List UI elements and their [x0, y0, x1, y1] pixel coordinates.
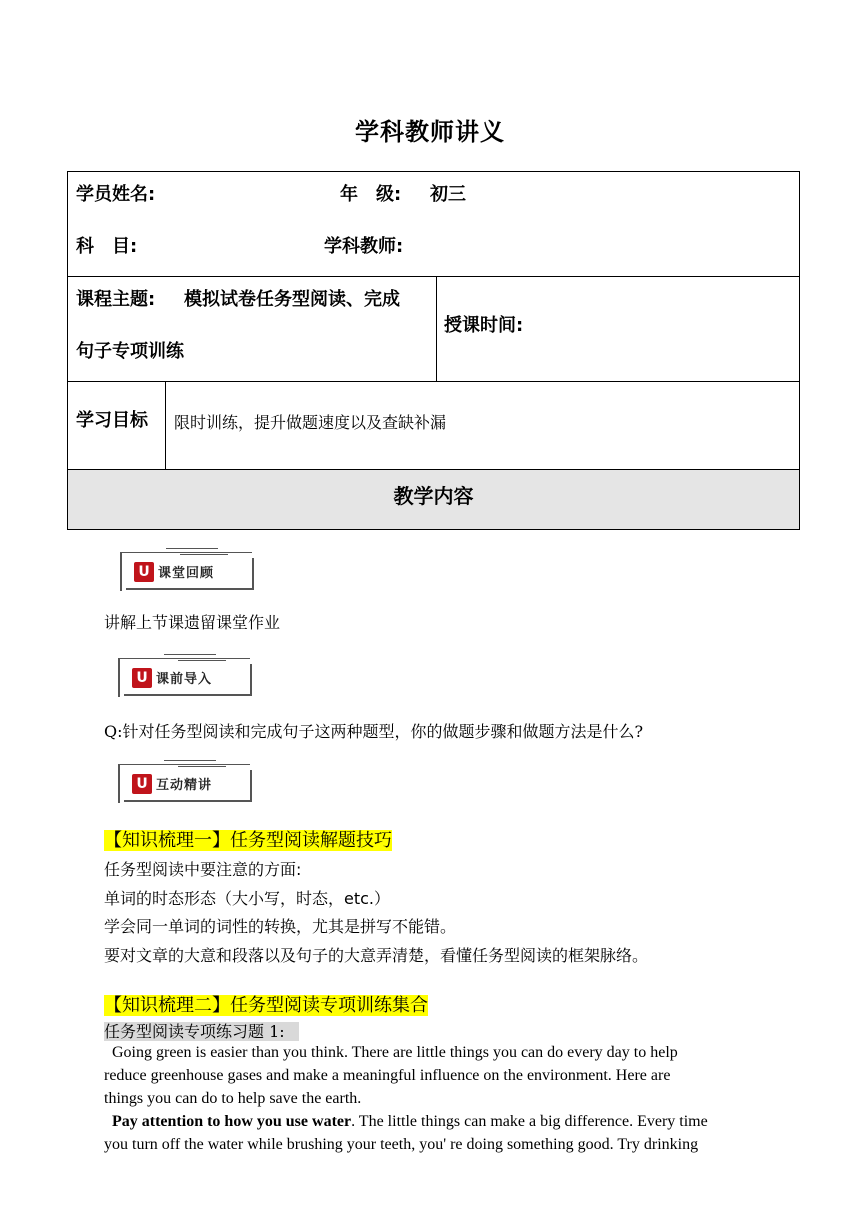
exercise-title-text: 任务型阅读专项练习题 1:	[104, 1022, 299, 1041]
interactive-badge	[118, 760, 258, 806]
logo-icon: U	[132, 774, 152, 794]
exercise-title	[104, 1019, 299, 1042]
logo-icon: U	[134, 562, 154, 582]
review-text: 讲解上节课遗留课堂作业	[104, 613, 281, 632]
knowledge2-heading-text: 【知识梳理二】任务型阅读专项训练集合	[104, 995, 428, 1016]
passage-line-4	[104, 1113, 708, 1131]
topic-line-1: 模拟试卷任务型阅读、完成	[184, 289, 400, 310]
after-bold: . The little things can make a big difference. Every time	[351, 1113, 708, 1130]
passage-line-2: reduce greenhouse gases and make a meaningful influence on the environment. Here are	[104, 1067, 671, 1084]
info-table	[67, 171, 800, 530]
knowledge1-line-2: 单词的时态形态（大小写，时态，etc.）	[104, 889, 391, 908]
knowledge1-heading	[104, 826, 392, 852]
passage-line-1: Going green is easier than you think. There are little things you can do every day to help	[104, 1044, 678, 1061]
document-title: 学科教师讲义	[355, 118, 505, 146]
row-topic	[68, 277, 799, 382]
knowledge1-line-1: 任务型阅读中要注意的方面:	[104, 860, 302, 879]
goal-value: 限时训练，提升做题速度以及查缺补漏	[174, 413, 447, 432]
content-header: 教学内容	[393, 484, 474, 508]
subject-label: 科 目:	[76, 236, 138, 257]
row-content-header	[68, 470, 799, 529]
knowledge1-heading-text: 【知识梳理一】任务型阅读解题技巧	[104, 830, 392, 851]
student-name-label: 学员姓名:	[76, 184, 156, 205]
passage-line-5: you turn off the water while brushing your teeth, you' re doing something good. Try drinking	[104, 1136, 699, 1153]
topic-divider	[436, 277, 437, 381]
intro-badge-label: 课前导入	[156, 672, 213, 687]
topic-line-2: 句子专项训练	[76, 341, 184, 362]
row-student-info	[68, 172, 799, 277]
intro-badge	[118, 654, 258, 700]
knowledge1-line-3: 学会同一单词的词性的转换，尤其是拼写不能错。	[104, 917, 457, 936]
review-badge-label: 课堂回顾	[158, 566, 215, 581]
knowledge1-line-4: 要对文章的大意和段落以及句子的大意弄清楚，看懂任务型阅读的框架脉络。	[104, 946, 649, 965]
review-badge	[120, 548, 260, 594]
knowledge2-heading	[104, 991, 428, 1017]
row-goal	[68, 382, 799, 470]
teacher-label: 学科教师:	[324, 236, 404, 257]
intro-question: Q:针对任务型阅读和完成句子这两种题型，你的做题步骤和做题方法是什么?	[104, 722, 644, 741]
time-label: 授课时间:	[444, 315, 524, 336]
goal-label: 学习目标	[76, 410, 148, 431]
goal-divider	[165, 382, 166, 469]
grade-label: 年 级:	[340, 184, 402, 205]
logo-icon: U	[132, 668, 152, 688]
passage-line-3: things you can do to help save the earth.	[104, 1090, 362, 1107]
topic-label: 课程主题:	[76, 289, 156, 310]
grade-value: 初三	[430, 184, 466, 205]
bold-lead: Pay attention to how you use water	[112, 1113, 352, 1130]
interactive-badge-label: 互动精讲	[156, 778, 213, 793]
